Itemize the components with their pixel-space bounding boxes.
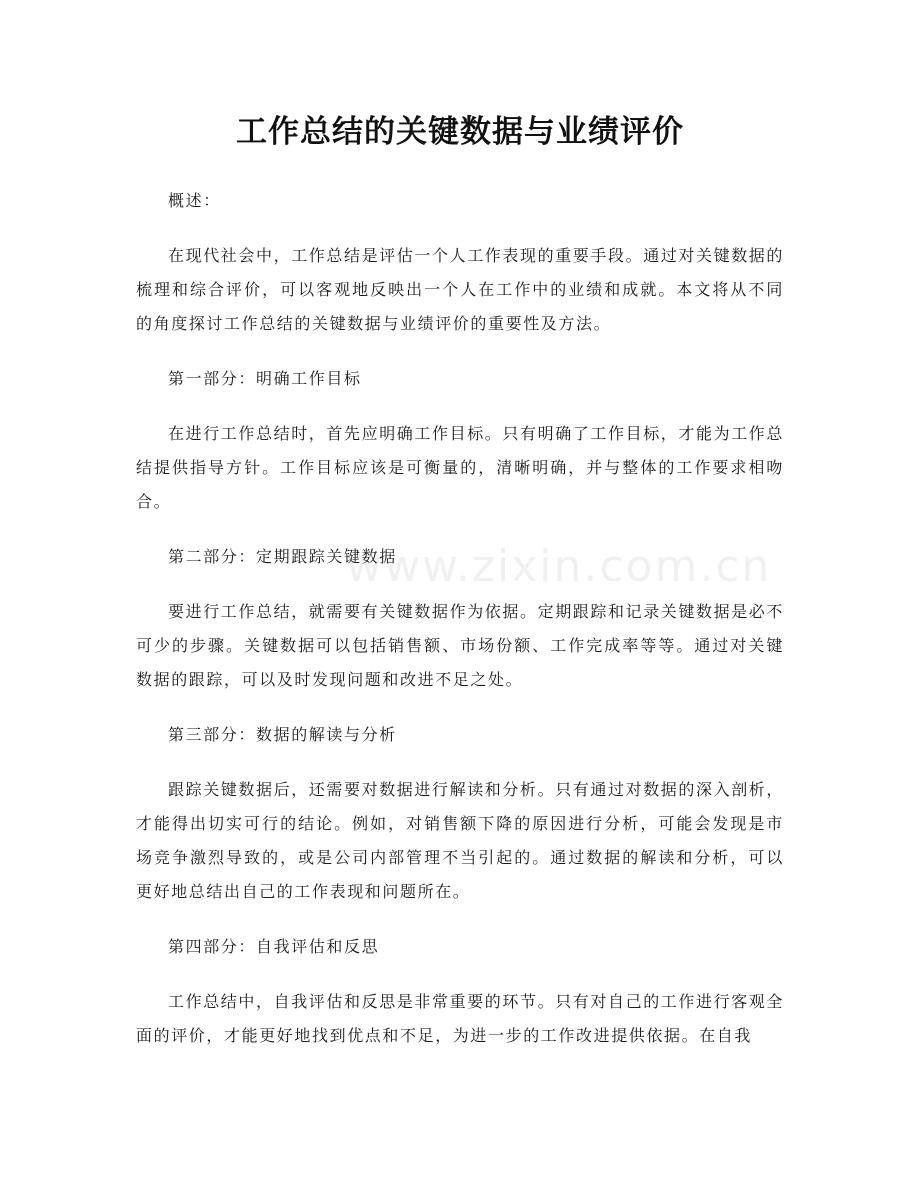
section-heading-part-4: 第四部分：自我评估和反思	[168, 937, 380, 956]
paragraph-part-1: 在进行工作总结时，首先应明确工作目标。只有明确了工作目标，才能为工作总结提供指导方针。工作目标应该是可衡量的，清晰明确，并与整体的工作要求相吻合。	[136, 424, 785, 511]
paragraph-overview: 在现代社会中，工作总结是评估一个人工作表现的重要手段。通过对关键数据的梳理和综合评价，可以客观地反映出一个人在工作中的业绩和成就。本文将从不同的角度探讨工作总结的关键数据与业绩评价的重要性及方法。	[136, 246, 785, 333]
section-heading-part-3: 第三部分：数据的解读与分析	[168, 725, 397, 744]
section-heading-part-2: 第二部分：定期跟踪关键数据	[168, 547, 397, 566]
watermark: www.zixin.com.cn	[346, 541, 772, 592]
section-heading-overview: 概述：	[168, 191, 221, 210]
document-body	[136, 184, 784, 1074]
paragraph-part-2: 要进行工作总结，就需要有关键数据作为依据。定期跟踪和记录关键数据是必不可少的步骤。关键数据可以包括销售额、市场份额、工作完成率等等。通过对关键数据的跟踪，可以及时发现问题和改进不足之处。	[136, 602, 785, 689]
paragraph-part-4: 工作总结中，自我评估和反思是非常重要的环节。只有对自己的工作进行客观全面的评价，才能更好地找到优点和不足，为进一步的工作改进提供依据。在自我	[136, 992, 785, 1045]
section-heading-part-1: 第一部分：明确工作目标	[168, 369, 362, 388]
document-title: 工作总结的关键数据与业绩评价	[236, 114, 684, 150]
paragraph-part-3: 跟踪关键数据后，还需要对数据进行解读和分析。只有通过对数据的深入剖析，才能得出切实可行的结论。例如，对销售额下降的原因进行分析，可能会发现是市场竞争激烈导致的，或是公司内部管理不当引起的。通过数据的解读和分析，可以更好地总结出自己的工作表现和问题所在。	[136, 780, 785, 901]
